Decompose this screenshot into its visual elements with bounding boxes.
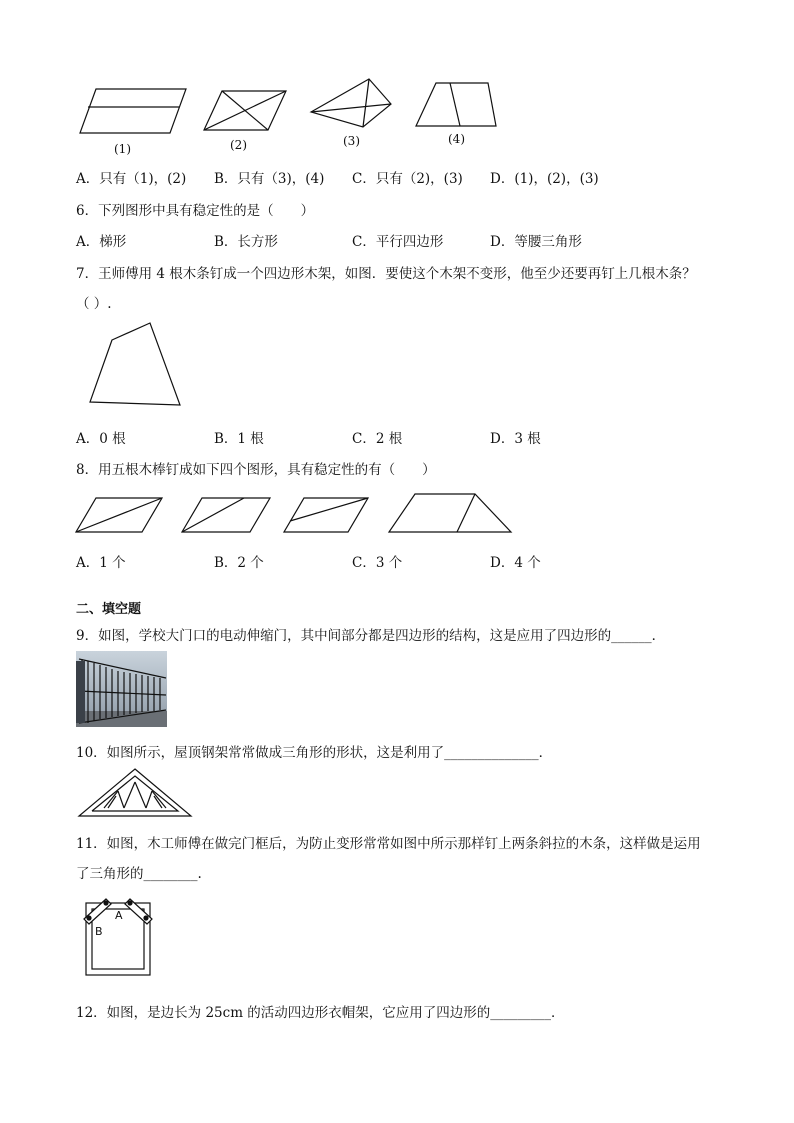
q8-option-b[interactable]: B．2 个 (214, 555, 264, 571)
q6-option-b[interactable]: B．长方形 (214, 234, 278, 250)
q5-option-a[interactable]: A．只有（1)，(2) (76, 171, 187, 187)
q5-caption-2: (2) (230, 138, 247, 152)
q6-options (76, 230, 636, 250)
q5-figure-3 (311, 78, 393, 130)
q8-figure-3 (284, 497, 368, 533)
q5-figure-2 (204, 90, 288, 132)
q5-caption-4: (4) (448, 132, 465, 146)
q7-quadrilateral-figure (90, 322, 182, 406)
q5-caption-1: (1) (114, 142, 131, 156)
q6-option-c[interactable]: C．平行四边形 (352, 234, 444, 250)
q7-stem-line2: （ ）. (76, 296, 112, 312)
q7-option-c[interactable]: C．2 根 (352, 431, 403, 447)
section-title: 二、填空题 (76, 602, 142, 617)
q7-option-a[interactable]: A．0 根 (76, 431, 126, 447)
q11-label-a: A (115, 909, 123, 922)
q10-stem: 10．如图所示，屋顶钢架常常做成三角形的形状，这是利用了______________． (76, 745, 553, 761)
q7-options (76, 427, 636, 447)
q11-stem-line1: 11．如图，木工师傅在做完门框后，为防止变形常常如图中所示那样钉上两条斜拉的木条，这样做是运用 (76, 836, 701, 852)
q5-option-b[interactable]: B．只有（3)，(4) (214, 171, 325, 187)
q7-stem-line1: 7．王师傅用 4 根木条钉成一个四边形木架，如图．要使这个木架不变形，他至少还要再钉上几根木条？ (76, 266, 696, 282)
q6-option-d[interactable]: D．等腰三角形 (490, 234, 582, 250)
q6-option-a[interactable]: A．梯形 (76, 234, 127, 250)
q8-option-d[interactable]: D．4 个 (490, 555, 541, 571)
q9-gate-photo (76, 651, 167, 727)
q8-figure-2 (182, 497, 270, 533)
q9-stem: 9．如图，学校大门口的电动伸缩门，其中间部分都是四边形的结构，这是应用了四边形的______． (76, 628, 666, 644)
q5-figure-1 (78, 88, 188, 136)
q5-option-d[interactable]: D．(1)，(2)，(3) (490, 171, 599, 187)
q8-figure-1 (76, 497, 162, 533)
q6-stem: 6．下列图形中具有稳定性的是（ ） (76, 203, 315, 219)
q5-caption-3: (3) (343, 134, 360, 148)
q5-option-c[interactable]: C．只有（2)，(3) (352, 171, 463, 187)
q8-option-a[interactable]: A．1 个 (76, 555, 126, 571)
q12-stem: 12．如图，是边长为 25cm 的活动四边形衣帽架，它应用了四边形的_________． (76, 1005, 565, 1021)
q7-option-b[interactable]: B．1 根 (214, 431, 264, 447)
q8-stem: 8．用五根木棒钉成如下四个图形，具有稳定性的有（ ） (76, 462, 436, 478)
q5-options (76, 167, 636, 187)
q5-figure-4 (416, 82, 498, 128)
q8-figure-4 (389, 493, 511, 533)
q10-roof-truss-figure (78, 768, 192, 818)
q11-stem-line2: 了三角形的________. (76, 866, 202, 882)
q8-options (76, 551, 636, 571)
q7-option-d[interactable]: D．3 根 (490, 431, 541, 447)
q8-option-c[interactable]: C．3 个 (352, 555, 403, 571)
q11-label-b: B (95, 925, 103, 938)
